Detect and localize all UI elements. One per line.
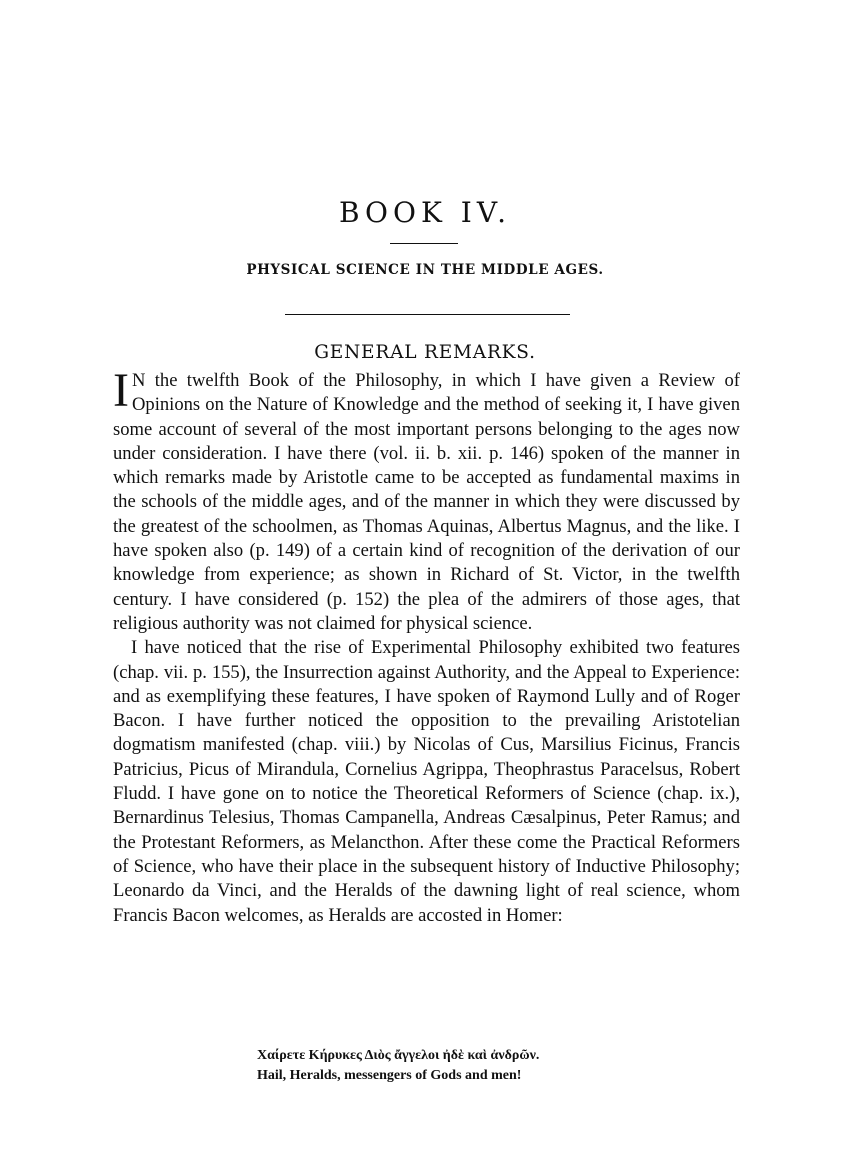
- drop-cap: I: [113, 364, 129, 417]
- paragraph-1-text: N the twelfth Book of the Philosophy, in which I have given a Review of Opinions on the Nature of Knowledge and the method of seeking it, I have given some account of several of the most important persons belonging to the ages now under consideration. I have there (vol. ii. b. xii. p. 146) spoken of the manner in which remarks made by Aristotle came to be accepted as fundamental maxims in the schools of the middle ages, and of the manner in which they were discussed by the greatest of the schoolmen, as Thomas Aquinas, Albertus Magnus, and the like. I have spoken also (p. 149) of a certain kind of recognition of the derivation of our knowledge from experience; as shown in Richard of St. Victor, in the twelfth century. I have considered (p. 152) the plea of the admirers of those ages, that religious authority was not claimed for physical science.: [113, 370, 740, 634]
- section-rule: [285, 314, 570, 315]
- section-title: GENERAL REMARKS.: [314, 342, 536, 363]
- paragraph-2: I have noticed that the rise of Experimental Philosophy exhibited two features (chap. vii. p. 155), the Insurrection against Authority, and the Appeal to Experience: and as exemplifying these features, I have spoken of Raymond Lully and of Roger Bacon. I have further noticed the opposition to the prevailing Aristotelian dogmatism manifested (chap. viii.) by Nicolas of Cus, Marsilius Ficinus, Francis Patricius, Picus of Mirandula, Cornelius Agrippa, Theophrastus Paracelsus, Robert Fludd. I have gone on to notice the Theoretical Reformers of Science (chap. ix.), Bernardinus Telesius, Thomas Campanella, Andreas Cæsalpinus, Peter Ramus; and the Protestant Reformers, as Melancthon. After these come the Practical Reformers of Science, who have their place in the subsequent history of Inductive Philosophy; Leonardo da Vinci, and the Heralds of the dawning light of real science, whom Francis Bacon welcomes, as Heralds are accosted in Homer:: [113, 637, 740, 926]
- book-subtitle: PHYSICAL SCIENCE IN THE MIDDLE AGES.: [246, 262, 604, 278]
- paragraph-1: [113, 364, 740, 636]
- title-rule: [390, 243, 458, 244]
- quote-greek: Χαίρετε Κήρυκες Διὸς ἄγγελοι ἠδὲ καὶ ἀνδρῶν.: [257, 1048, 540, 1063]
- body-text: [113, 364, 740, 928]
- book-title: BOOK IV.: [338, 196, 512, 229]
- homer-quote: [257, 1046, 539, 1086]
- quote-english: Hail, Heralds, messengers of Gods and men!: [257, 1068, 522, 1083]
